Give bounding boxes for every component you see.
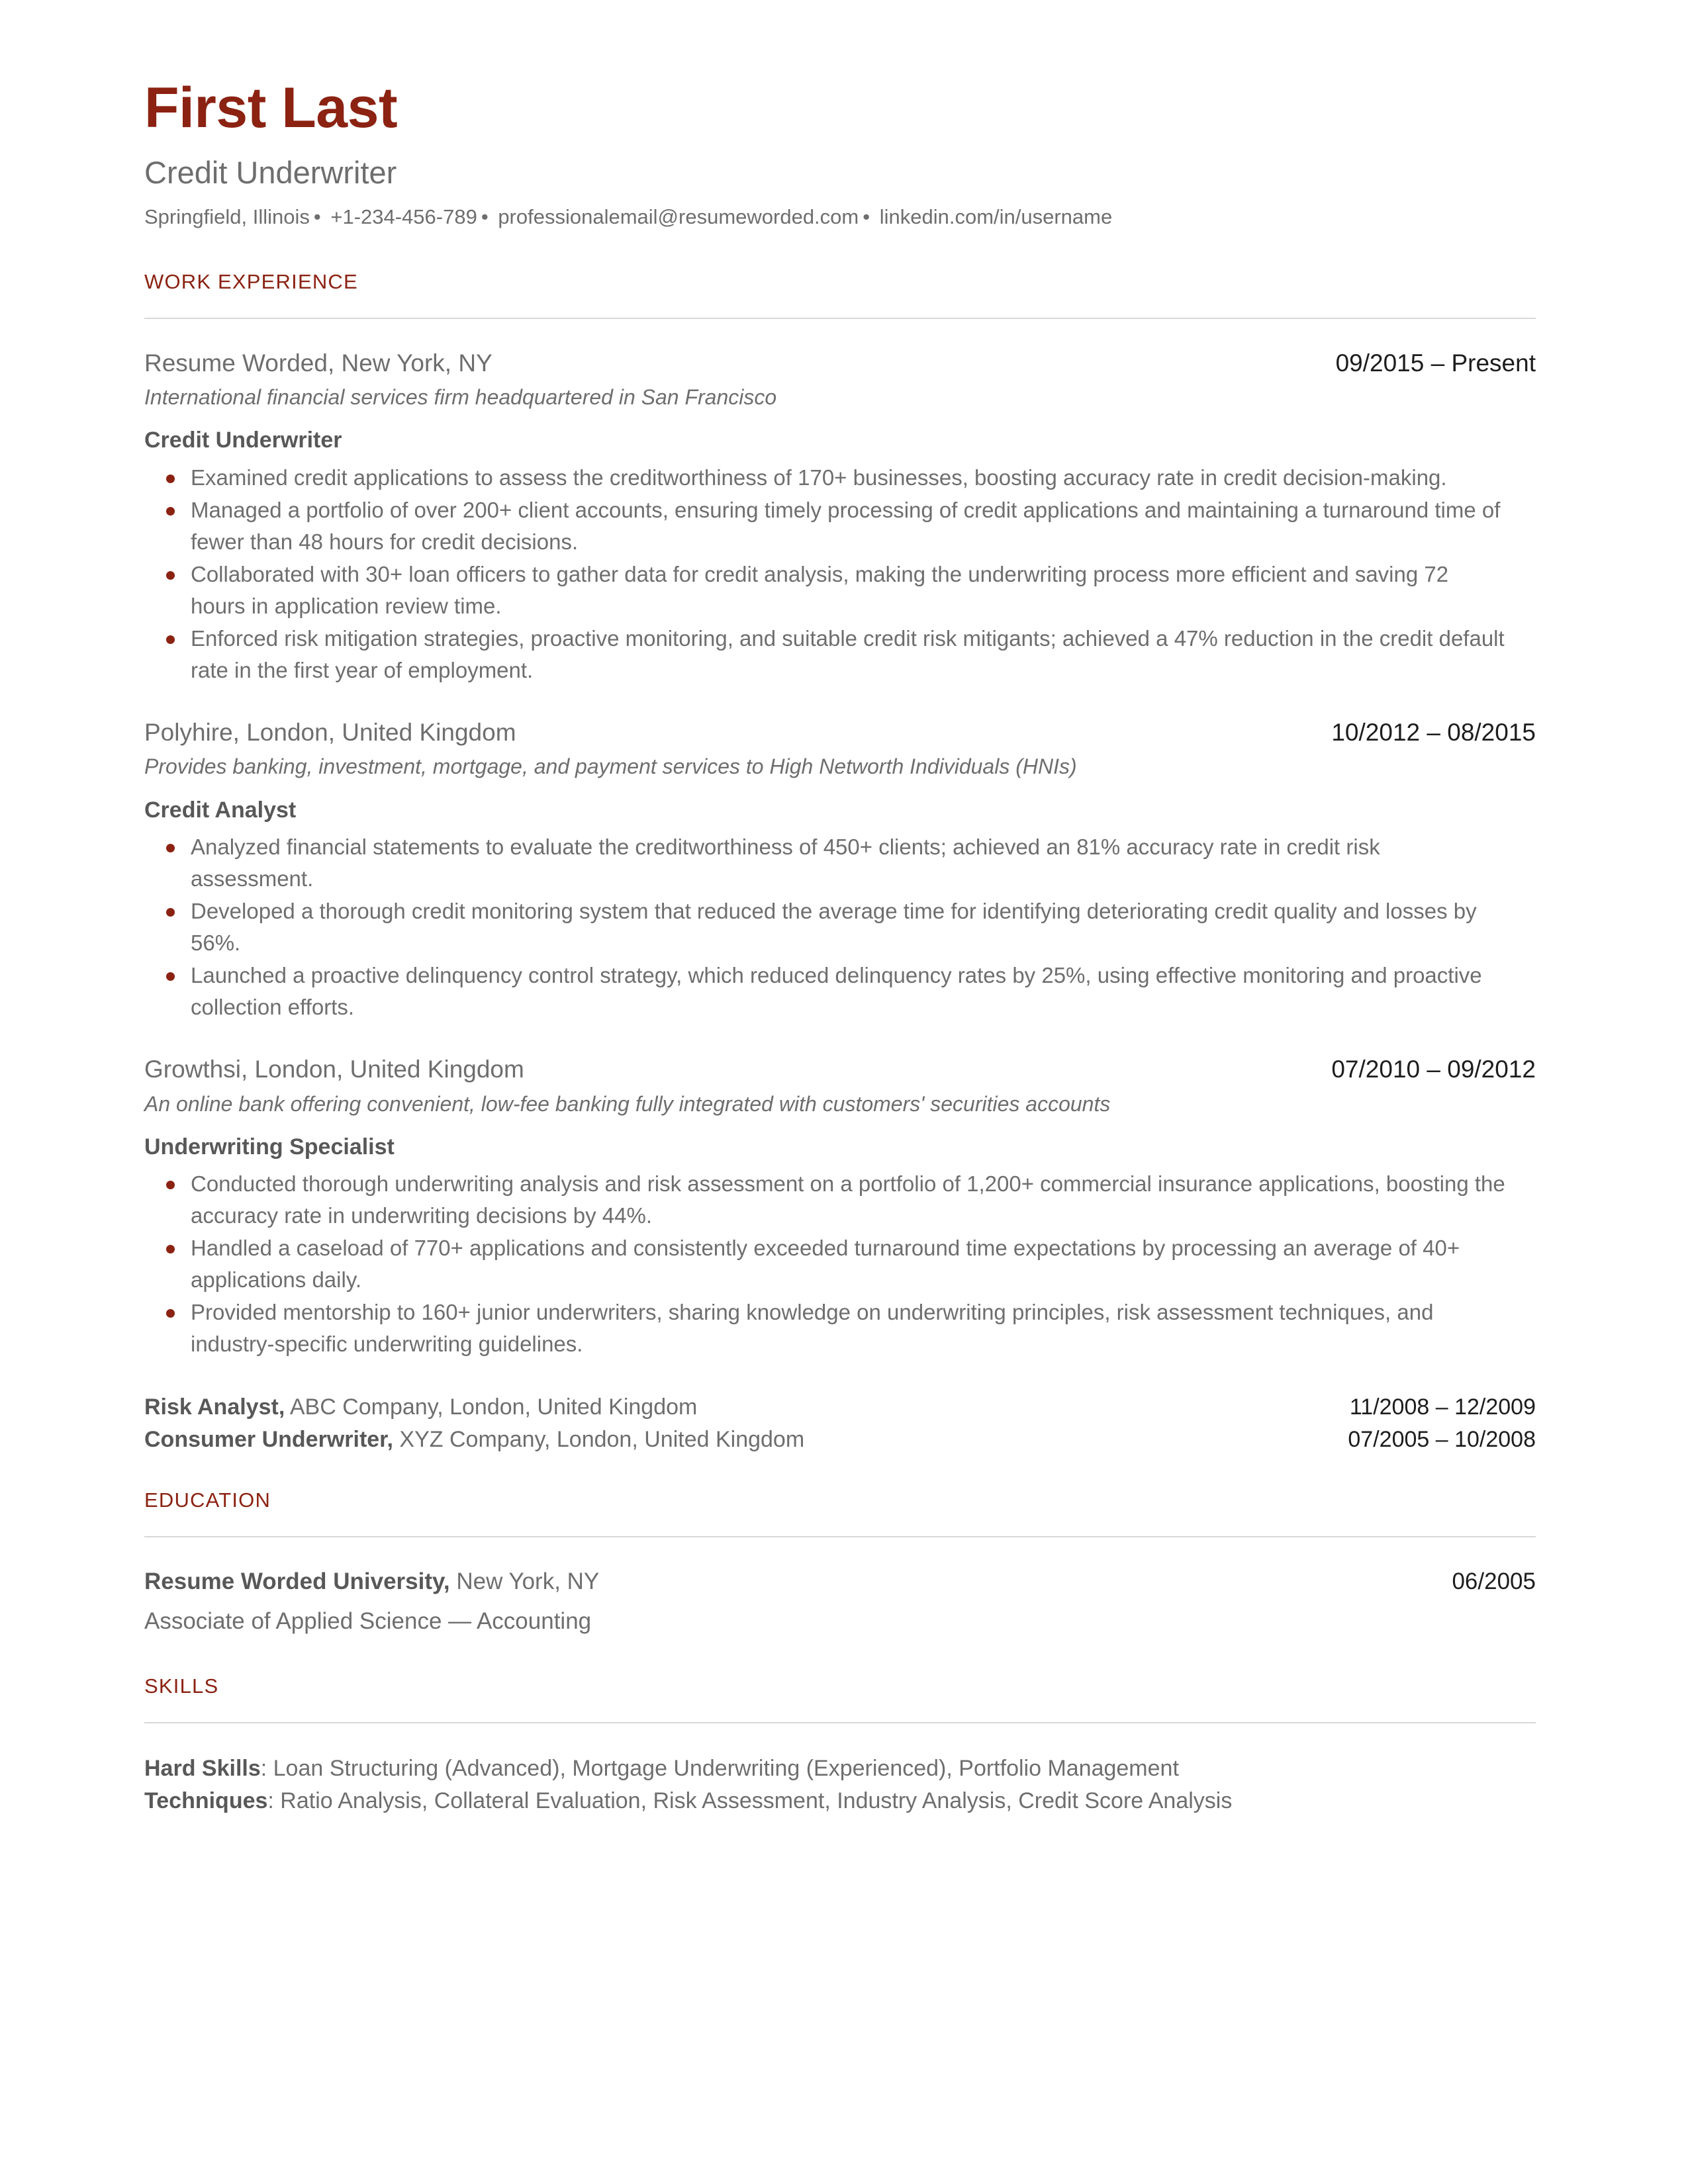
- short-role-title-bold: Risk Analyst,: [144, 1394, 285, 1420]
- contact-separator: •: [863, 205, 870, 228]
- bullet-dot-icon: [166, 507, 175, 516]
- skills-value: : Ratio Analysis, Collateral Evaluation, Risk Assessment, Industry Analysis, Credit Score Analysis: [267, 1788, 1233, 1813]
- contact-linkedin[interactable]: linkedin.com/in/username: [879, 205, 1113, 228]
- section-divider: [144, 1722, 1536, 1723]
- job-bullet-text: Analyzed financial statements to evaluate the creditworthiness of 450+ clients; achieved an 81% accuracy rate in credit risk assessment.: [191, 835, 1380, 891]
- bullet-dot-icon: [166, 635, 175, 644]
- bullet-dot-icon: [166, 1309, 175, 1318]
- job-entry: [144, 1054, 1536, 1359]
- short-role-title-bold: Consumer Underwriter,: [144, 1426, 393, 1452]
- job-bullet-text: Provided mentorship to 160+ junior underwriters, sharing knowledge on underwriting principles, risk assessment techniques, and industry-specific underwriting guidelines.: [191, 1300, 1434, 1356]
- job-bullet-list: [144, 1168, 1536, 1359]
- bullet-dot-icon: [166, 475, 175, 483]
- job-header-row: [144, 1054, 1536, 1085]
- job-bullet: [144, 831, 1508, 894]
- skills-row: [144, 1785, 1536, 1817]
- job-bullet: [144, 895, 1508, 958]
- skills-row: [144, 1752, 1536, 1785]
- job-entry: [144, 717, 1536, 1023]
- job-header-row: [144, 717, 1536, 748]
- job-company: Resume Worded, New York, NY: [144, 349, 492, 377]
- bullet-dot-icon: [166, 844, 175, 852]
- job-bullet: [144, 1168, 1508, 1231]
- education-header-row: [144, 1567, 1536, 1597]
- short-role-company: ABC Company, London, United Kingdom: [285, 1394, 698, 1420]
- job-bullet-text: Collaborated with 30+ loan officers to gather data for credit analysis, making the underwriting process more efficient and saving 72 hours in application review time.: [191, 562, 1449, 618]
- education-entry: [144, 1567, 1536, 1636]
- contact-line: [144, 205, 1536, 230]
- job-bullet: [144, 623, 1508, 686]
- job-bullet-text: Examined credit applications to assess the creditworthiness of 170+ businesses, boosting accuracy rate in credit decision-making.: [191, 465, 1447, 490]
- short-role-row: [144, 1424, 1536, 1455]
- contact-email[interactable]: professionalemail@resumeworded.com: [498, 205, 859, 228]
- section-heading-skills: SKILLS: [144, 1674, 219, 1698]
- short-role-dates: 07/2005 – 10/2008: [1348, 1426, 1536, 1452]
- short-role-company: XYZ Company, London, United Kingdom: [393, 1426, 805, 1452]
- section-heading-work: WORK EXPERIENCE: [144, 269, 358, 293]
- skills-label: Techniques: [144, 1788, 268, 1813]
- job-bullet-text: Conducted thorough underwriting analysis and risk assessment on a portfolio of 1,200+ commercial insurance applications, boosting the accuracy rate in underwriting decisions by 44%.: [191, 1171, 1505, 1228]
- bullet-dot-icon: [166, 972, 175, 981]
- job-entry: [144, 348, 1536, 686]
- candidate-headline: Credit Underwriter: [144, 155, 397, 191]
- education-school-name: Resume Worded University,: [144, 1569, 450, 1595]
- job-dates: 09/2015 – Present: [1335, 349, 1536, 377]
- job-company-blurb: International financial services firm headquartered in San Francisco: [144, 385, 777, 409]
- job-bullet: [144, 462, 1508, 494]
- job-bullet: [144, 960, 1508, 1023]
- job-bullet: [144, 494, 1508, 557]
- skills-value: : Loan Structuring (Advanced), Mortgage Underwriting (Experienced), Portfolio Management: [260, 1756, 1179, 1782]
- section-heading-education: EDUCATION: [144, 1488, 271, 1512]
- job-bullet: [144, 559, 1508, 621]
- bullet-dot-icon: [166, 1181, 175, 1189]
- job-company: Polyhire, London, United Kingdom: [144, 719, 516, 747]
- job-bullet-list: [144, 831, 1536, 1023]
- job-company: Growthsi, London, United Kingdom: [144, 1056, 524, 1083]
- job-header-row: [144, 348, 1536, 379]
- education-school-location: New York, NY: [449, 1569, 600, 1595]
- spacer: [144, 1455, 1536, 1488]
- job-bullet-list: [144, 462, 1536, 686]
- short-role-list: [144, 1391, 1536, 1455]
- short-role-title: [144, 1391, 697, 1423]
- education-degree: Associate of Applied Science — Accounting: [144, 1608, 592, 1634]
- job-dates: 10/2012 – 08/2015: [1331, 719, 1536, 747]
- short-role-title: [144, 1424, 804, 1455]
- education-school: [144, 1567, 599, 1597]
- job-bullet: [144, 1232, 1508, 1295]
- bullet-dot-icon: [166, 908, 175, 917]
- job-title: Credit Underwriter: [144, 428, 342, 453]
- job-bullet-text: Managed a portfolio of over 200+ client accounts, ensuring timely processing of credit applications and maintaining a turnaround time of fewer than 48 hours for credit decisions.: [191, 498, 1501, 554]
- candidate-name: First Last: [144, 76, 398, 140]
- job-dates: 07/2010 – 09/2012: [1331, 1056, 1536, 1083]
- bullet-dot-icon: [166, 571, 175, 580]
- job-company-blurb: Provides banking, investment, mortgage, and payment services to High Networth Individuals (HNIs): [144, 754, 1077, 779]
- contact-separator: •: [481, 205, 489, 228]
- job-bullet: [144, 1297, 1508, 1359]
- section-work-experience: [144, 270, 1536, 1455]
- job-bullet-text: Handled a caseload of 770+ applications and consistently exceeded turnaround time expectations by processing an average of 40+ applications daily.: [191, 1236, 1460, 1292]
- job-bullet-text: Launched a proactive delinquency control strategy, which reduced delinquency rates by 25%, using effective monitoring and proactive collection efforts.: [191, 963, 1482, 1019]
- job-title: Underwriting Specialist: [144, 1134, 395, 1160]
- job-title: Credit Analyst: [144, 797, 297, 823]
- job-bullet-text: Developed a thorough credit monitoring system that reduced the average time for identifying deteriorating credit quality and losses by 56%.: [191, 899, 1477, 955]
- spacer: [144, 1636, 1536, 1674]
- contact-location: Springfield, Illinois: [144, 205, 310, 228]
- section-skills: [144, 1674, 1536, 1817]
- job-bullet-text: Enforced risk mitigation strategies, proactive monitoring, and suitable credit risk mitigants; achieved a 47% reduction in the credit default rate in the first year of employment.: [191, 626, 1505, 682]
- short-role-dates: 11/2008 – 12/2009: [1349, 1394, 1536, 1420]
- short-role-row: [144, 1391, 1536, 1423]
- contact-phone: +1-234-456-789: [330, 205, 477, 228]
- skills-label: Hard Skills: [144, 1756, 261, 1782]
- section-divider: [144, 1536, 1536, 1537]
- contact-separator: •: [313, 205, 321, 228]
- education-date: 06/2005: [1452, 1569, 1536, 1595]
- section-education: [144, 1488, 1536, 1636]
- section-divider: [144, 318, 1536, 319]
- bullet-dot-icon: [166, 1245, 175, 1253]
- job-company-blurb: An online bank offering convenient, low-fee banking fully integrated with customers' securities accounts: [144, 1091, 1111, 1116]
- resume-header: [144, 78, 1536, 230]
